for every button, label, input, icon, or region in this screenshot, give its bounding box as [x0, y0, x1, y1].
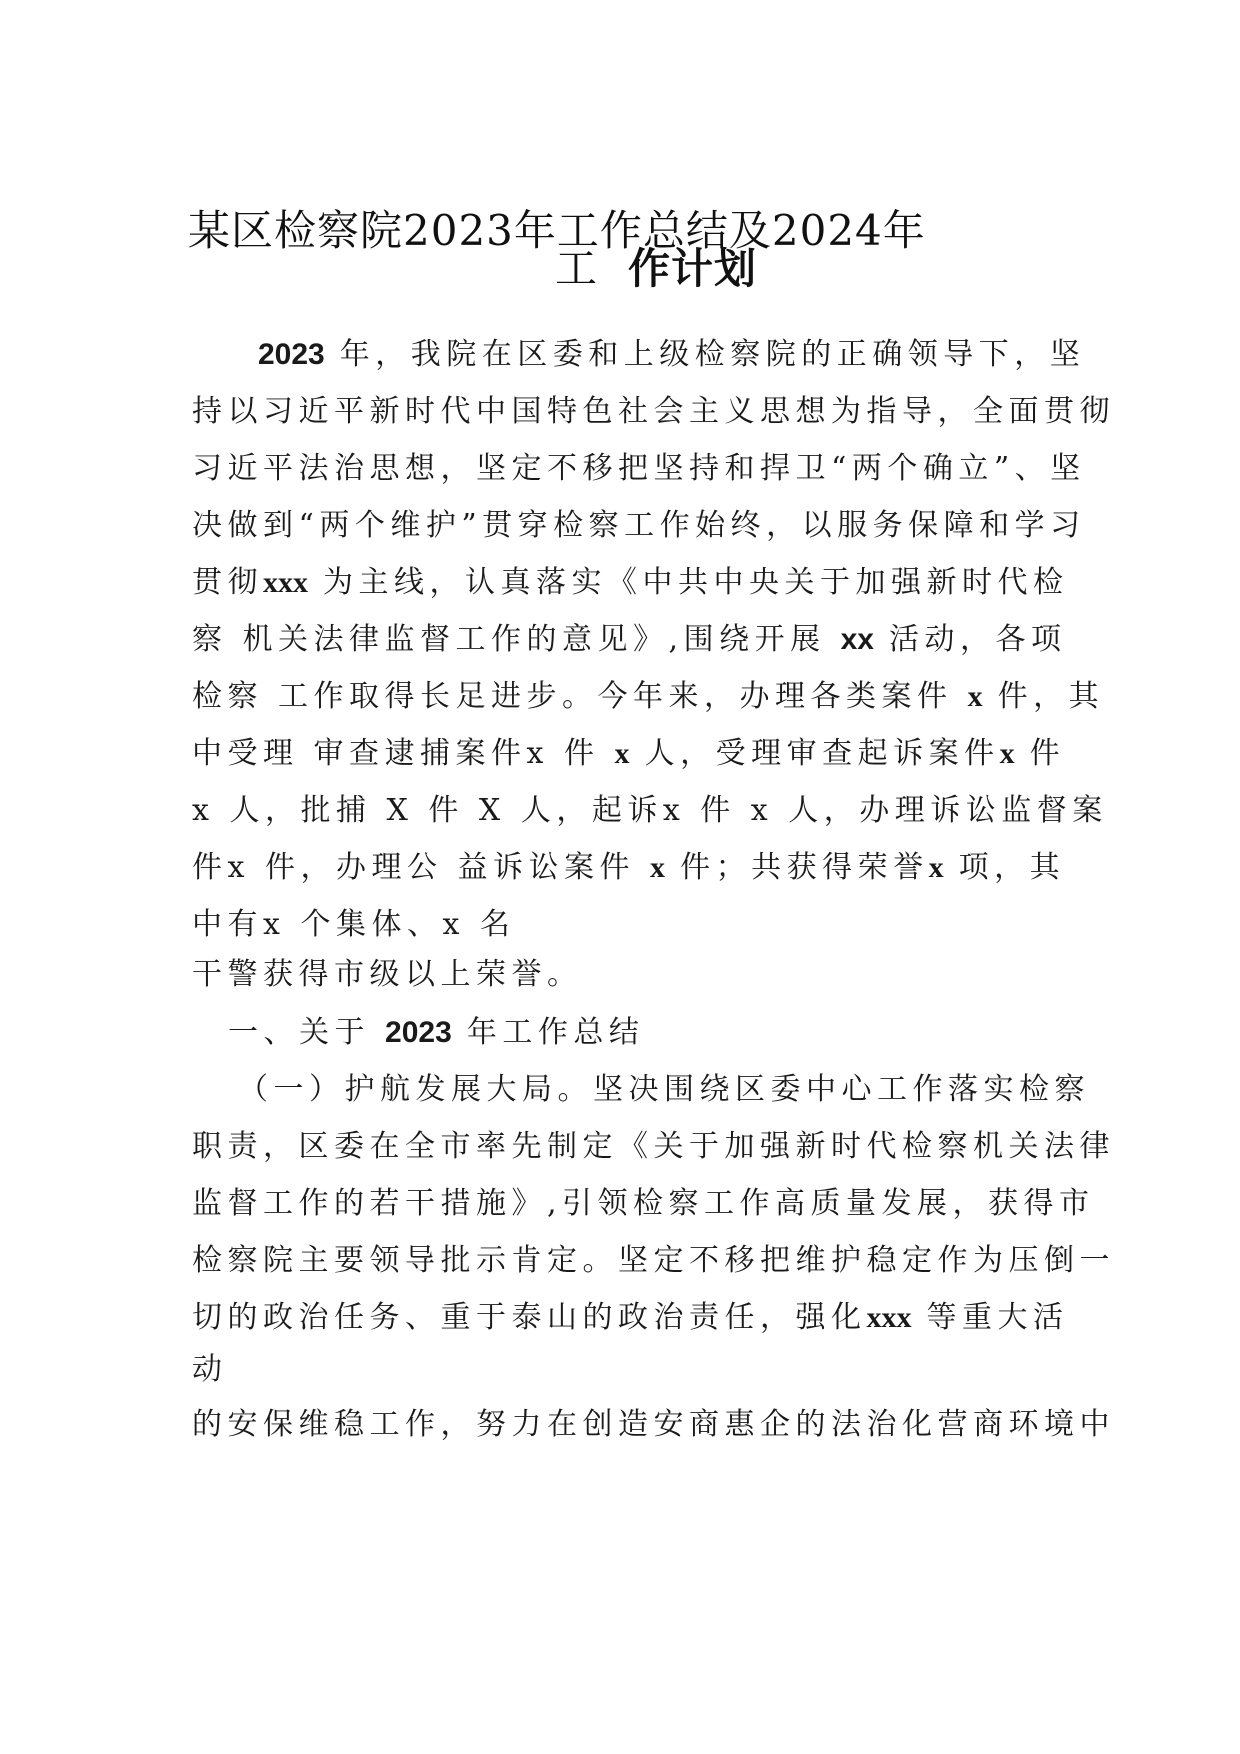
paragraph-line: （一）护航发展大局。坚决围绕区委中心工作落实检察 [238, 1072, 1090, 1107]
text-run: 察 机关法律监督工作的意见》,围绕开展 [192, 622, 841, 657]
placeholder-bold: x [650, 851, 666, 884]
paragraph-line: 的安保维稳工作，努力在创造安商惠企的法治化营商环境中 [192, 1407, 1115, 1442]
title-fragment: 工 [555, 244, 599, 293]
text-run: 中受理 审查逮捕案件x 件 [192, 736, 615, 771]
text-run: 等重大活 [911, 1300, 1069, 1335]
paragraph-line: 动 [192, 1352, 228, 1387]
intro-line [192, 677, 1105, 717]
paragraph-line [192, 1298, 1069, 1338]
intro-line [258, 335, 1118, 375]
intro-line: x 人，批捕 X 件 X 人，起诉x 件 x 人，办理诉讼监督案 [192, 793, 1108, 828]
text-run: 为主线，认真落实《中共中央关于加强新时代检 [308, 565, 1069, 600]
text-run: 切的政治任务、重于泰山的政治责任，强化 [192, 1300, 867, 1335]
document-title-line-2 [555, 244, 855, 293]
placeholder-bold: x [614, 737, 630, 770]
placeholder-bold: x [999, 737, 1015, 770]
placeholder-bold: x [928, 851, 944, 884]
intro-line [192, 563, 1069, 603]
intro-line: 决做到“两个维护”贯穿检察工作始终，以服务保障和学习 [192, 508, 1086, 543]
text-run: 件，其 [982, 679, 1105, 714]
intro-line [192, 848, 1066, 888]
placeholder-bold: x [967, 680, 983, 713]
text-run: 年工作总结 [451, 1015, 645, 1050]
text-run: 检察 工作取得长足进步。今年来，办理各类案件 [192, 679, 968, 714]
text-run: 人，受理审查起诉案件 [629, 736, 1000, 771]
section-heading [228, 1013, 1088, 1053]
text-run: 件；共获得荣誉 [665, 850, 929, 885]
intro-line [192, 734, 1066, 774]
text-run: 一、关于 [228, 1015, 386, 1050]
year-bold: 2023 [385, 1016, 452, 1049]
text-run: 贯彻 [192, 565, 263, 600]
text-run: 活动，各项 [873, 622, 1067, 657]
text-run: 件x 件，办理公 益诉讼案件 [192, 850, 651, 885]
text-run: 件 [1014, 736, 1066, 771]
intro-line [192, 620, 1067, 660]
paragraph-line: 职责，区委在全市率先制定《关于加强新时代检察机关法律 [192, 1129, 1115, 1164]
text-run: 年，我院在区委和上级检察院的正确领导下，坚 [324, 337, 1086, 372]
placeholder-bold: xxx [866, 1301, 912, 1334]
year-bold: 2023 [258, 338, 325, 371]
intro-line: 习近平法治思想，坚定不移把坚持和捍卫“两个确立”、坚 [192, 451, 1086, 486]
text-run: 项，其 [943, 850, 1066, 885]
intro-line: 中有x 个集体、x 名 [192, 907, 516, 942]
paragraph-line: 检察院主要领导批示肯定。坚定不移把维护稳定作为压倒一 [192, 1243, 1115, 1278]
document-title-line-1: 某区检察院2023年工作总结及2024年 [188, 206, 926, 255]
placeholder-bold: xxx [263, 566, 308, 599]
intro-line: 干警获得市级以上荣誉。 [192, 957, 583, 992]
intro-line: 持以习近平新时代中国特色社会主义思想为指导，全面贯彻 [192, 394, 1115, 429]
paragraph-line: 监督工作的若干措施》,引领检察工作高质量发展，获得市 [192, 1186, 1095, 1221]
title-fragment: 作计划 [628, 244, 758, 293]
placeholder-bold: xx [840, 623, 874, 656]
